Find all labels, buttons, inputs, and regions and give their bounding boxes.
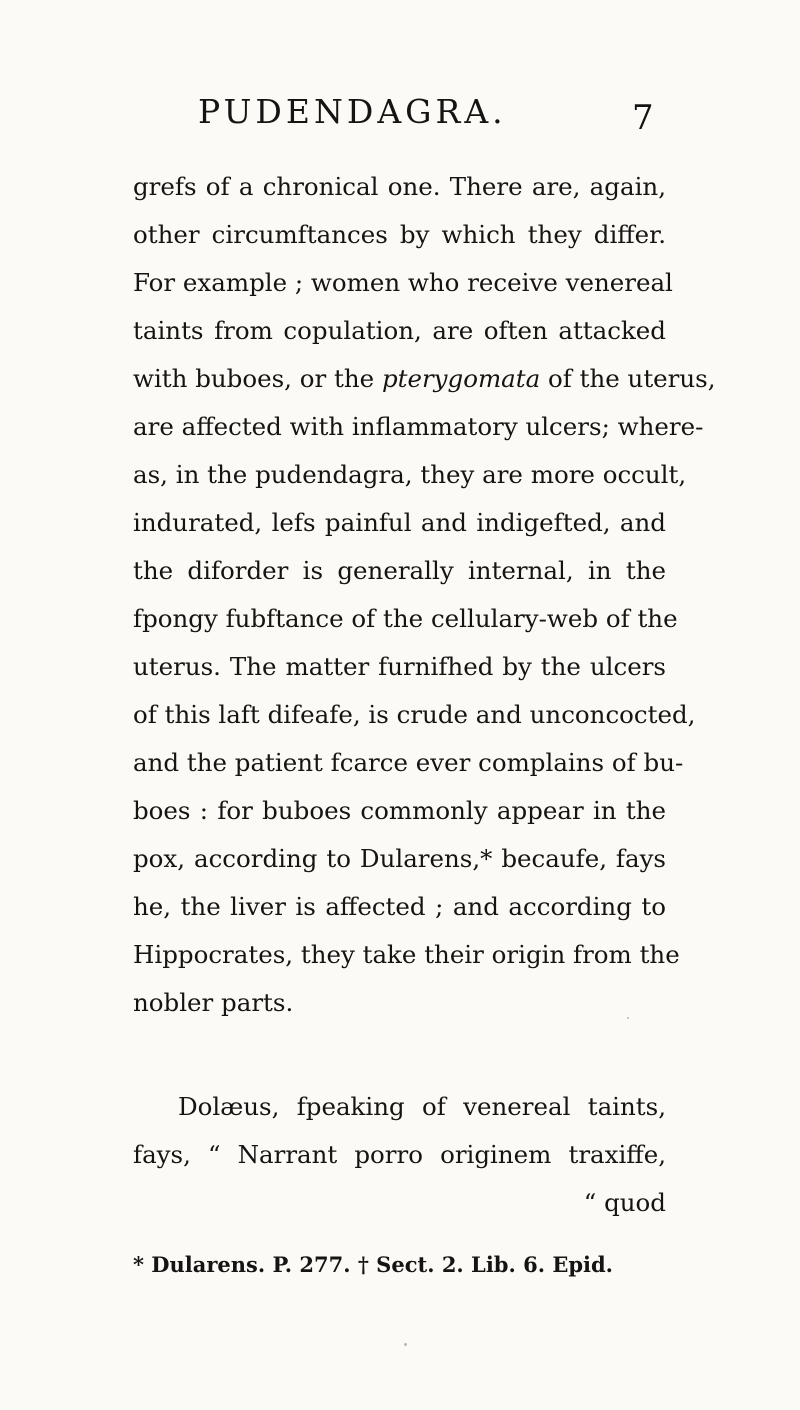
text-line: taints from copulation, are often attacked	[133, 316, 666, 345]
text-line: nobler parts.	[133, 988, 294, 1017]
text-line: of this laft difeafe, is crude and unconcocted,	[133, 700, 696, 729]
text-line: the diforder is generally internal, in the	[133, 556, 666, 585]
paper-speck	[627, 1017, 629, 1019]
text-run: of the uterus,	[540, 364, 716, 393]
text-line: indurated, lefs painful and indigefted, and	[133, 508, 666, 537]
text-line: uterus. The matter furnifhed by the ulcers	[133, 652, 666, 681]
paper-speck	[404, 1343, 407, 1346]
text-line: fpongy fubftance of the cellulary-web of the	[133, 604, 678, 633]
text-line: other circumftances by which they differ.	[133, 220, 666, 249]
text-line: Hippocrates, they take their origin from the	[133, 940, 680, 969]
text-line: For example ; women who receive venereal	[133, 268, 673, 297]
text-run: with buboes, or the	[133, 364, 382, 393]
text-line: are affected with inflammatory ulcers; where-	[133, 412, 704, 441]
running-head-title: PUDENDAGRA.	[198, 92, 507, 131]
italic-term: pterygomata	[381, 364, 541, 393]
text-line: and the patient fcarce ever complains of bu-	[133, 748, 684, 777]
text-line: “ quod	[583, 1188, 666, 1217]
page-number: 7	[632, 98, 654, 138]
text-line	[133, 364, 716, 394]
text-line: he, the liver is affected ; and according to	[133, 892, 666, 921]
footnote: * Dularens. P. 277. † Sect. 2. Lib. 6. Epid.	[133, 1252, 613, 1277]
text-line: fays, “ Narrant porro originem traxiffe,	[133, 1140, 666, 1169]
text-line: grefs of a chronical one. There are, again,	[133, 172, 666, 201]
text-line: as, in the pudendagra, they are more occult,	[133, 460, 687, 489]
text-line: Dolæus, fpeaking of venereal taints,	[178, 1092, 666, 1121]
text-line: boes : for buboes commonly appear in the	[133, 796, 666, 825]
text-line: pox, according to Dularens,* becaufe, fays	[133, 844, 666, 873]
